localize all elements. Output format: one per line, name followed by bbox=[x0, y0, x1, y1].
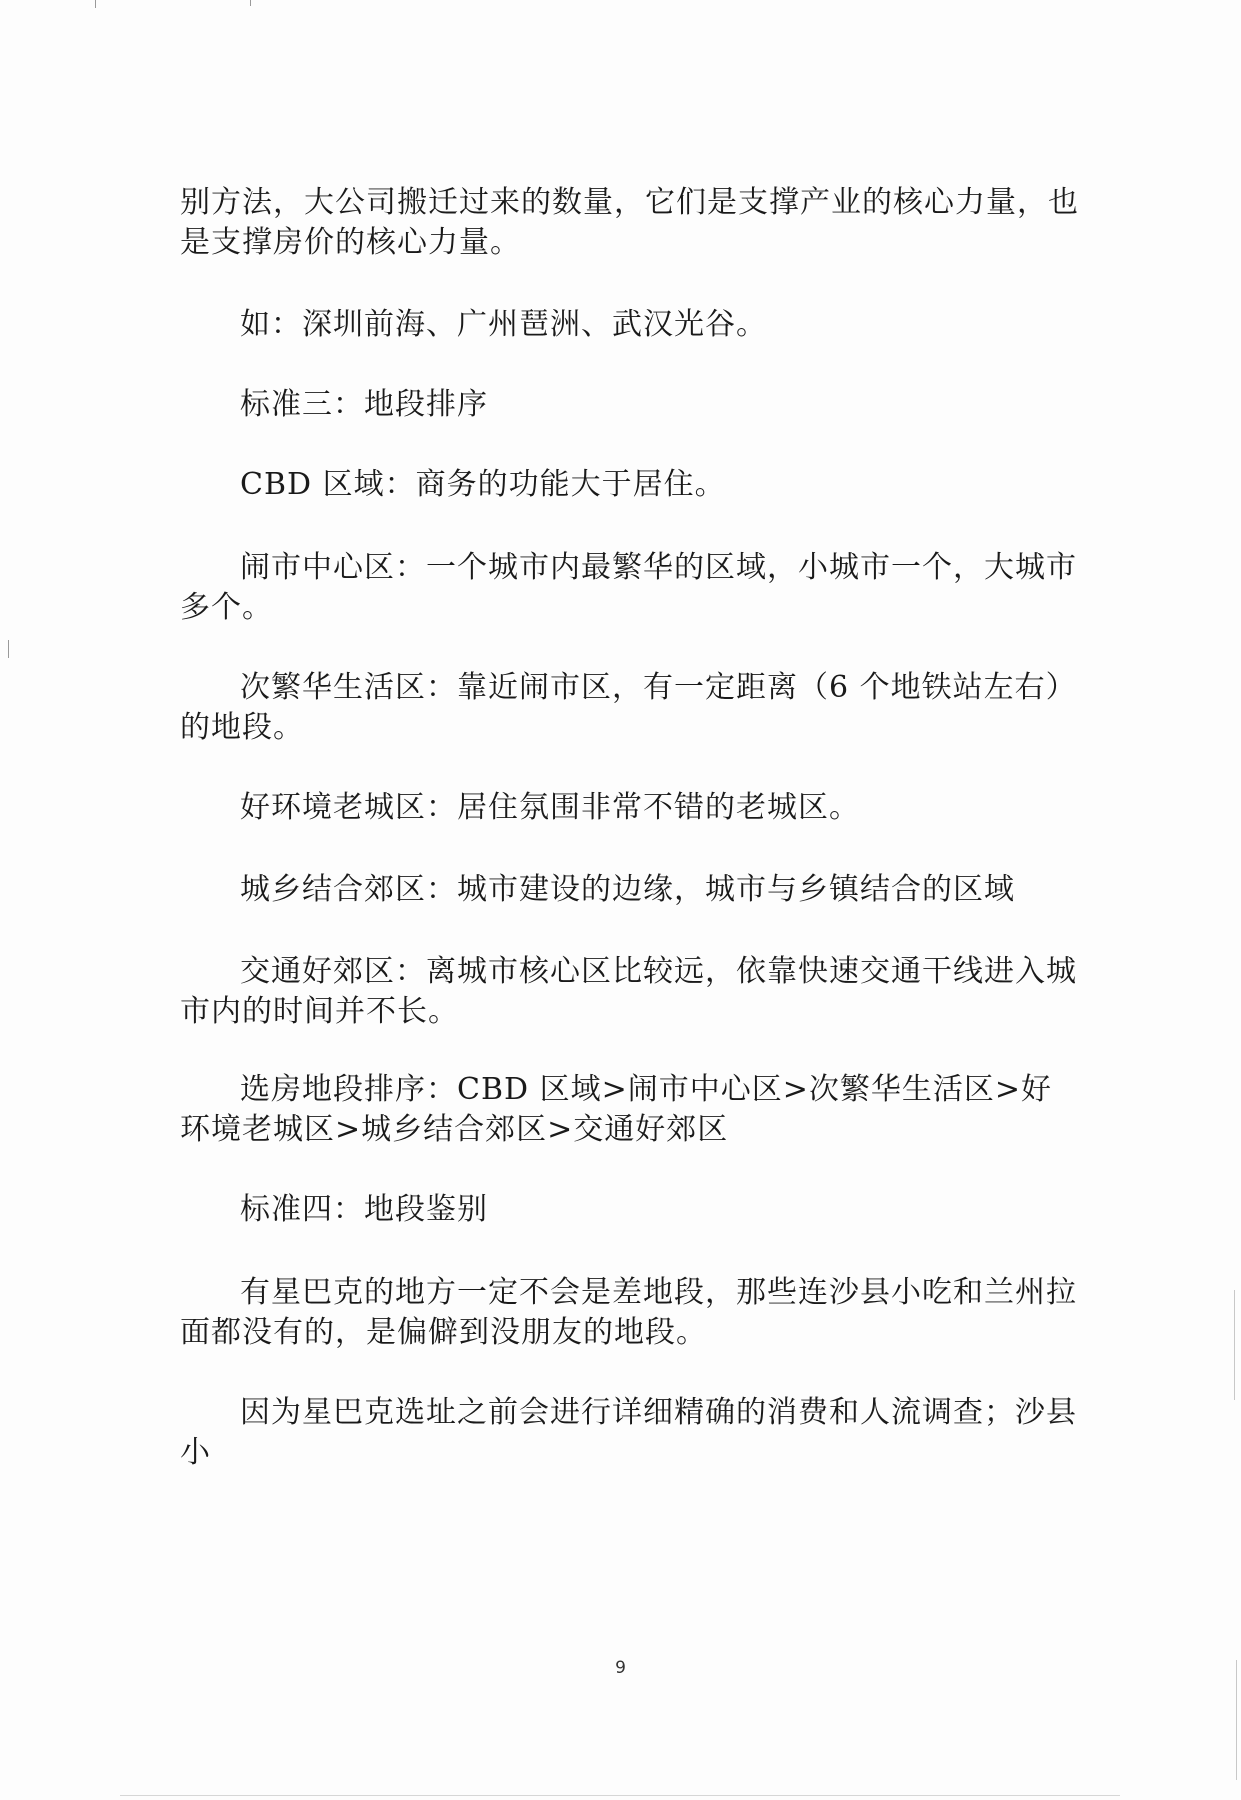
scan-artifact bbox=[1234, 1290, 1235, 1400]
heading-standard-three: 标准三：地段排序 bbox=[240, 387, 488, 422]
scan-artifact bbox=[8, 640, 9, 658]
paragraph-reason: 因为星巴克选址之前会进行详细精确的消费和人流调查；沙县小 bbox=[180, 1395, 1077, 1470]
paragraph-continuation: 别方法，大公司搬迁过来的数量，它们是支撑产业的核心力量，也是支撑房价的核心力量。 bbox=[180, 185, 1079, 260]
paragraph-secondary-area: 次繁华生活区：靠近闹市区，有一定距离（6 个地铁站左右）的地段。 bbox=[180, 670, 1077, 745]
paragraph-downtown: 闹市中心区：一个城市内最繁华的区域，小城市一个，大城市多个。 bbox=[180, 550, 1077, 625]
paragraph-transit-suburb: 交通好郊区：离城市核心区比较远，依靠快速交通干线进入城市内的时间并不长。 bbox=[180, 954, 1077, 1029]
paragraph-suburb-fringe: 城乡结合郊区：城市建设的边缘，城市与乡镇结合的区域 bbox=[240, 872, 1015, 907]
paragraph-ranking: 选房地段排序：CBD 区域>闹市中心区>次繁华生活区>好环境老城区>城乡结合郊区>交通好郊区 bbox=[180, 1072, 1052, 1147]
heading-standard-four: 标准四：地段鉴别 bbox=[240, 1192, 488, 1227]
page-number: 9 bbox=[615, 1658, 626, 1678]
paragraph-examples: 如：深圳前海、广州琶洲、武汉光谷。 bbox=[240, 307, 767, 342]
paragraph-starbucks: 有星巴克的地方一定不会是差地段，那些连沙县小吃和兰州拉面都没有的，是偏僻到没朋友的地段。 bbox=[180, 1275, 1077, 1350]
scan-artifact bbox=[120, 1795, 1120, 1796]
scan-artifact bbox=[250, 0, 251, 6]
paragraph-cbd: CBD 区域：商务的功能大于居住。 bbox=[240, 467, 726, 502]
paragraph-old-town: 好环境老城区：居住氛围非常不错的老城区。 bbox=[240, 790, 860, 825]
scan-artifact bbox=[1236, 1660, 1237, 1780]
scan-artifact bbox=[95, 0, 96, 8]
